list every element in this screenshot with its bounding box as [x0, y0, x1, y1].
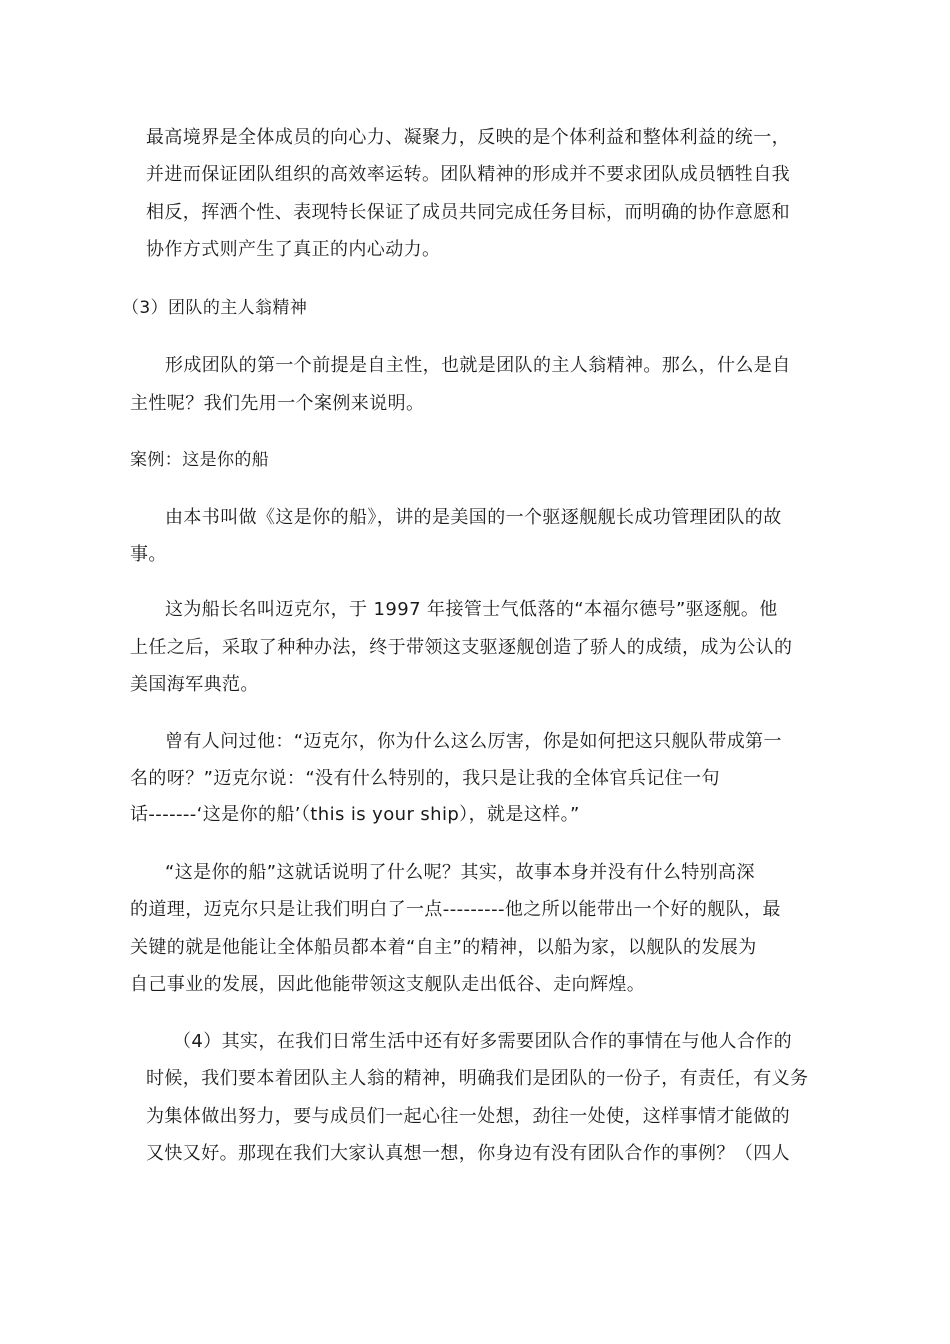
text-line: 事。 — [130, 544, 167, 565]
text-line: 形成团队的第一个前提是自主性，也就是团队的主人翁精神。那么，什么是自 — [165, 355, 791, 376]
text-line: 并进而保证团队组织的高效率运转。团队精神的形成并不要求团队成员牺牲自我 — [146, 164, 790, 185]
text-line: 名的呀？”迈克尔说：“没有什么特别的，我只是让我的全体官兵记住一句 — [130, 768, 720, 789]
text-line: 美国海军典范。 — [130, 674, 259, 695]
text-line: 最高境界是全体成员的向心力、凝聚力，反映的是个体利益和整体利益的统一， — [146, 127, 790, 148]
text-line: 时候，我们要本着团队主人翁的精神，明确我们是团队的一份子，有责任，有义务 — [146, 1068, 809, 1089]
text-line: 相反，挥洒个性、表现特长保证了成员共同完成任务目标，而明确的协作意愿和 — [146, 202, 790, 223]
text-line: “这是你的船”这就话说明了什么呢？其实，故事本身并没有什么特别高深 — [165, 862, 755, 883]
text-line: 协作方式则产生了真正的内心动力。 — [146, 239, 441, 260]
text-line: 由本书叫做《这是你的船》，讲的是美国的一个驱逐舰舰长成功管理团队的故 — [165, 507, 782, 528]
text-line: 的道理，迈克尔只是让我们明白了一点---------他之所以能带出一个好的舰队，最 — [130, 899, 781, 920]
section-heading: （3）团队的主人翁精神 — [122, 298, 308, 318]
text-line: 话-------‘这是你的船’（this is your ship），就是这样。” — [130, 804, 580, 825]
text-line: 关键的就是他能让全体船员都本着“自主”的精神，以船为家，以舰队的发展为 — [130, 937, 757, 958]
text-line: 上任之后，采取了种种办法，终于带领这支驱逐舰创造了骄人的成绩，成为公认的 — [130, 637, 793, 658]
text-line: 又快又好。那现在我们大家认真想一想，你身边有没有团队合作的事例？（四人 — [146, 1143, 790, 1164]
text-line: 为集体做出努力，要与成员们一起心往一处想，劲往一处使，这样事情才能做的 — [146, 1106, 790, 1127]
text-line: （4）其实，在我们日常生活中还有好多需要团队合作的事情在与他人合作的 — [173, 1031, 793, 1052]
case-title: 案例：这是你的船 — [130, 450, 270, 470]
text-line: 曾有人问过他：“迈克尔，你为什么这么厉害，你是如何把这只舰队带成第一 — [165, 731, 782, 752]
text-line: 主性呢？我们先用一个案例来说明。 — [130, 393, 425, 414]
text-line: 这为船长名叫迈克尔，于 1997 年接管士气低落的“本福尔德号”驱逐舰。他 — [165, 599, 778, 620]
text-line: 自己事业的发展，因此他能带领这支舰队走出低谷、走向辉煌。 — [130, 974, 646, 995]
